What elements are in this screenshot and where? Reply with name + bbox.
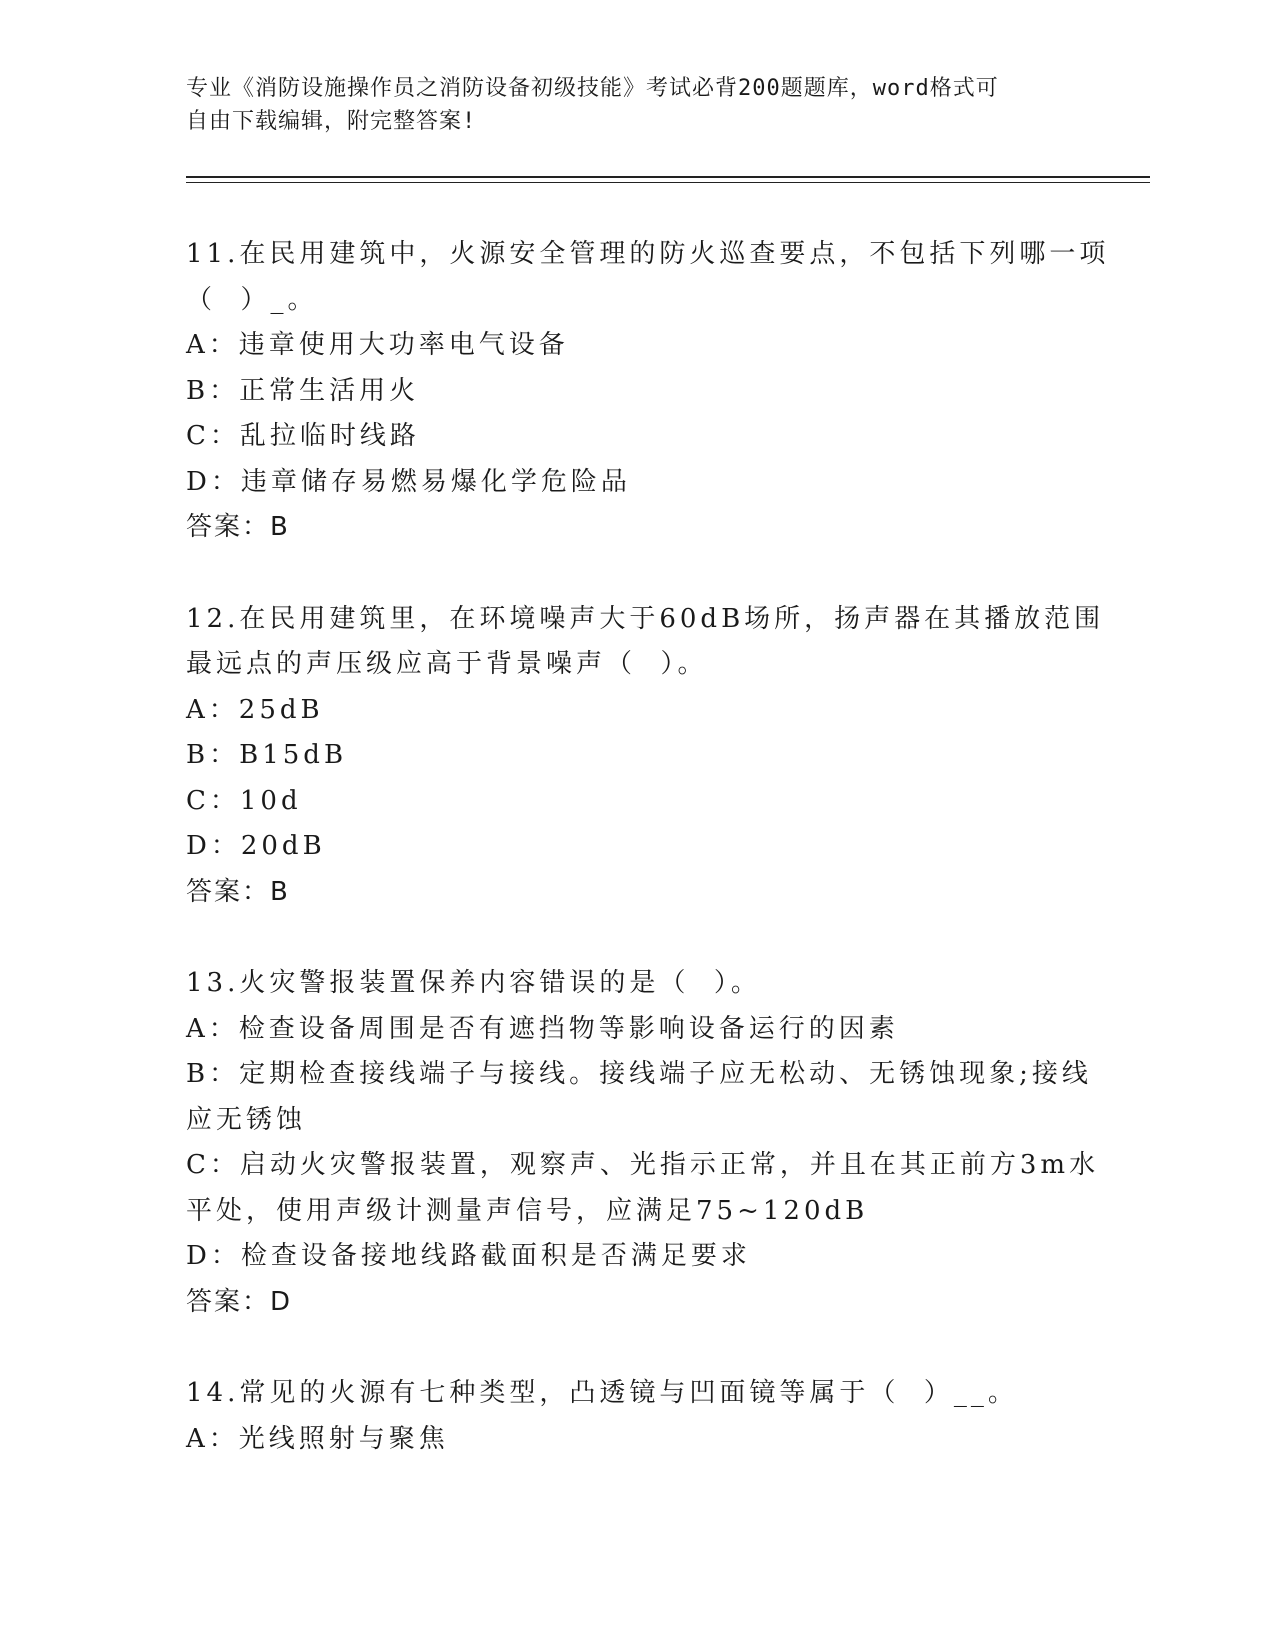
option-line: B：正常生活用火	[186, 375, 420, 406]
option-line: A：违章使用大功率电气设备	[186, 330, 569, 360]
question-block	[186, 597, 1105, 916]
question-list	[186, 232, 1110, 1508]
header-line-2: 自由下载编辑，附完整答案!	[186, 109, 477, 134]
header-divider-thin	[186, 182, 1150, 183]
question-stem-line: 12.在民用建筑里，在环境噪声大于60dB场所，扬声器在其播放范围	[186, 603, 1105, 634]
option-line: A：光线照射与聚焦	[186, 1423, 449, 1454]
header-divider-thick	[186, 176, 1150, 178]
option-line: 平处，使用声级计测量声信号，应满足75~120dB	[186, 1195, 869, 1226]
option-line: C：10d	[186, 785, 302, 816]
question-stem-line: 14.常见的火源有七种类型，凸透镜与凹面镜等属于（ ）__。	[186, 1378, 1018, 1408]
option-line: D：20dB	[186, 831, 326, 861]
document-header	[186, 72, 1066, 138]
answer-line: 答案：D	[186, 1286, 293, 1317]
option-line: A：检查设备周围是否有遮挡物等影响设备运行的因素	[186, 1013, 899, 1044]
question-stem-line: 11.在民用建筑中，火源安全管理的防火巡查要点，不包括下列哪一项	[186, 239, 1110, 269]
header-line-1: 专业《消防设施操作员之消防设备初级技能》考试必背200题题库，word格式可	[186, 76, 999, 101]
question-stem-line: （ ）_。	[186, 284, 318, 315]
question-stem-line: 13.火灾警报装置保养内容错误的是（ ）。	[186, 968, 761, 998]
option-line: B：B15dB	[186, 740, 348, 770]
question-block	[186, 1371, 1086, 1462]
option-line: A：25dB	[186, 694, 324, 725]
option-line: C：乱拉临时线路	[186, 421, 420, 451]
answer-line: 答案：B	[186, 876, 290, 907]
question-block	[186, 961, 1100, 1325]
option-line: 应无锈蚀	[186, 1104, 307, 1135]
option-line: D：违章储存易燃易爆化学危险品	[186, 466, 631, 497]
question-block	[186, 232, 1110, 551]
option-line: B：定期检查接线端子与接线。接线端子应无松动、无锈蚀现象;接线	[186, 1059, 1092, 1089]
answer-line: 答案：B	[186, 512, 290, 542]
option-line: C：启动火灾警报装置，观察声、光指示正常，并且在其正前方3m水	[186, 1150, 1100, 1180]
option-line: D：检查设备接地线路截面积是否满足要求	[186, 1241, 751, 1271]
question-stem-line: 最远点的声压级应高于背景噪声（ ）。	[186, 649, 708, 679]
